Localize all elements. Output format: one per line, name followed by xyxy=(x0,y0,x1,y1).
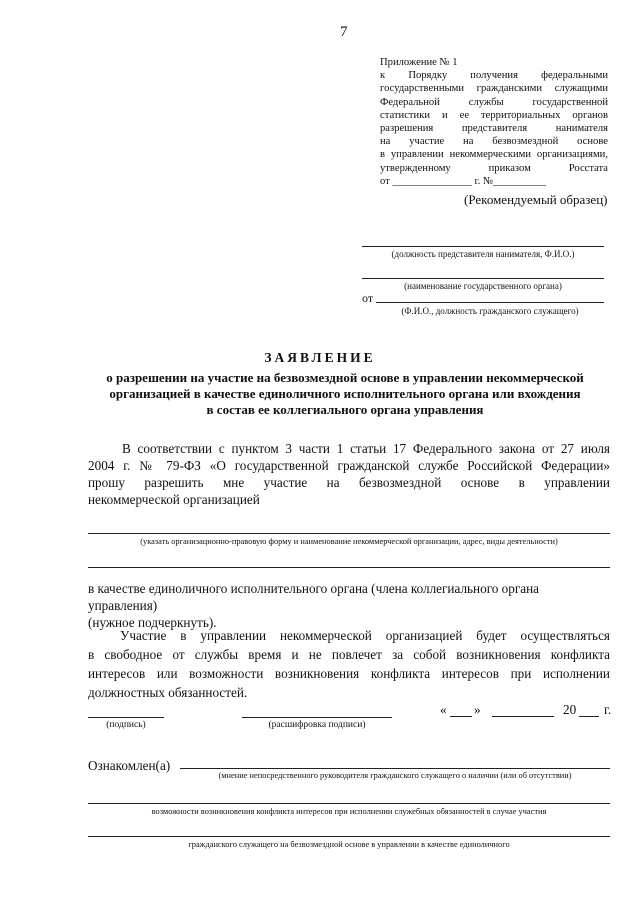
page-number: 7 xyxy=(340,24,348,40)
signature-caption: (подпись) xyxy=(106,720,146,730)
appendix-line: утвержденному приказом Росстата xyxy=(380,162,608,174)
appendix-line: разрешения представителя нанимателя xyxy=(380,123,608,135)
acknowledged-line-3[interactable] xyxy=(88,836,610,837)
applicant-caption: (Ф.И.О., должность гражданского служащего) xyxy=(401,306,579,316)
capacity-line: (нужное подчеркнуть). xyxy=(88,615,217,630)
acknowledged-label: Ознакомлен(а) xyxy=(88,758,171,773)
appendix-block xyxy=(380,56,608,188)
acknowledged-caption-3: гражданского служащего на безвозмездной основе в управлении в качестве единоличного xyxy=(188,840,510,849)
year-prefix: 20 xyxy=(563,702,577,717)
acknowledged-caption-2: возможности возникновения конфликта интересов при исполнении служебных обязанностей в случае участия xyxy=(151,807,547,816)
date-month-line[interactable] xyxy=(492,716,554,717)
paragraph-statement xyxy=(88,626,610,702)
paragraph-line: В соответствии с пунктом 3 части 1 статьи 17 Федерального закона от 27 июля xyxy=(122,441,610,456)
paragraph-request xyxy=(88,440,610,508)
date-quote-close: » xyxy=(474,702,481,717)
organization-line[interactable] xyxy=(88,533,610,534)
appendix-line: статистики и ее территориальных органов xyxy=(380,109,608,121)
date-day-line[interactable] xyxy=(450,716,472,717)
paragraph-line: интересов или возможности возникновения конфликта интересов при исполнении xyxy=(88,666,610,681)
appendix-line: государственными гражданскими служащими xyxy=(380,83,608,95)
subtitle-line: организацией в качестве единоличного исполнительного органа или вхождения xyxy=(109,386,581,401)
gov-body-caption: (наименование государственного органа) xyxy=(404,281,562,291)
year-suffix: г. xyxy=(604,702,612,717)
capacity-line: в качестве единоличного исполнительного органа (члена коллегиального органа управления) xyxy=(88,581,540,613)
signature-line[interactable] xyxy=(88,717,164,718)
organization-line-2[interactable] xyxy=(88,567,610,568)
acknowledged-line-2[interactable] xyxy=(88,803,610,804)
appendix-line: от _______________ г. №__________ xyxy=(380,175,547,187)
document-subtitle xyxy=(80,370,610,418)
date-quote-open: « xyxy=(440,702,447,717)
employer-rep-line[interactable] xyxy=(362,246,604,247)
signature-decoding-caption: (расшифровка подписи) xyxy=(268,720,366,730)
acknowledged-caption-1: (мнение непосредственного руководителя гражданского служащего о наличии (или об отсутствии) xyxy=(218,771,572,780)
recommended-sample-label: (Рекомендуемый образец) xyxy=(464,192,608,207)
appendix-line: в управлении некоммерческими организациями, xyxy=(380,149,608,161)
acknowledged-line-1[interactable] xyxy=(180,768,610,769)
gov-body-line[interactable] xyxy=(362,278,604,279)
organization-caption: (указать организационно-правовую форму и наименование некоммерческой организации, адрес, виды деятельности) xyxy=(140,537,558,546)
signature-decoding-line[interactable] xyxy=(242,717,392,718)
document-title: ЗАЯВЛЕНИЕ xyxy=(264,350,376,365)
paragraph-line: Участие в управлении некоммерческой организацией будет осуществляться xyxy=(120,628,610,643)
appendix-title: Приложение № 1 xyxy=(380,57,458,68)
employer-rep-caption: (должность представителя нанимателя, Ф.И.О.) xyxy=(391,249,575,259)
appendix-line: к Порядку получения федеральными xyxy=(380,70,608,82)
paragraph-line: некоммерческой организацией xyxy=(88,492,260,507)
appendix-line: Федеральной службы государственной xyxy=(380,96,608,108)
appendix-line: на участие на безвозмездной основе xyxy=(380,136,608,148)
paragraph-line: 2004 г. № 79-ФЗ «О государственной гражданской службе Российской Федерации» xyxy=(88,458,610,473)
paragraph-line: прошу разрешить мне участие на безвозмездной основе в управлении xyxy=(88,475,610,490)
applicant-line[interactable] xyxy=(376,302,604,303)
paragraph-line: в свободное от службы время и не повлечет за собой возникновения конфликта xyxy=(88,647,610,662)
from-prefix: от xyxy=(362,291,374,305)
subtitle-line: в состав ее коллегиального органа управления xyxy=(206,402,484,417)
capacity-block xyxy=(88,580,610,631)
subtitle-line: о разрешении на участие на безвозмездной основе в управлении некоммерческой xyxy=(106,370,584,385)
paragraph-line: должностных обязанностей. xyxy=(88,685,248,700)
year-line[interactable] xyxy=(579,716,599,717)
